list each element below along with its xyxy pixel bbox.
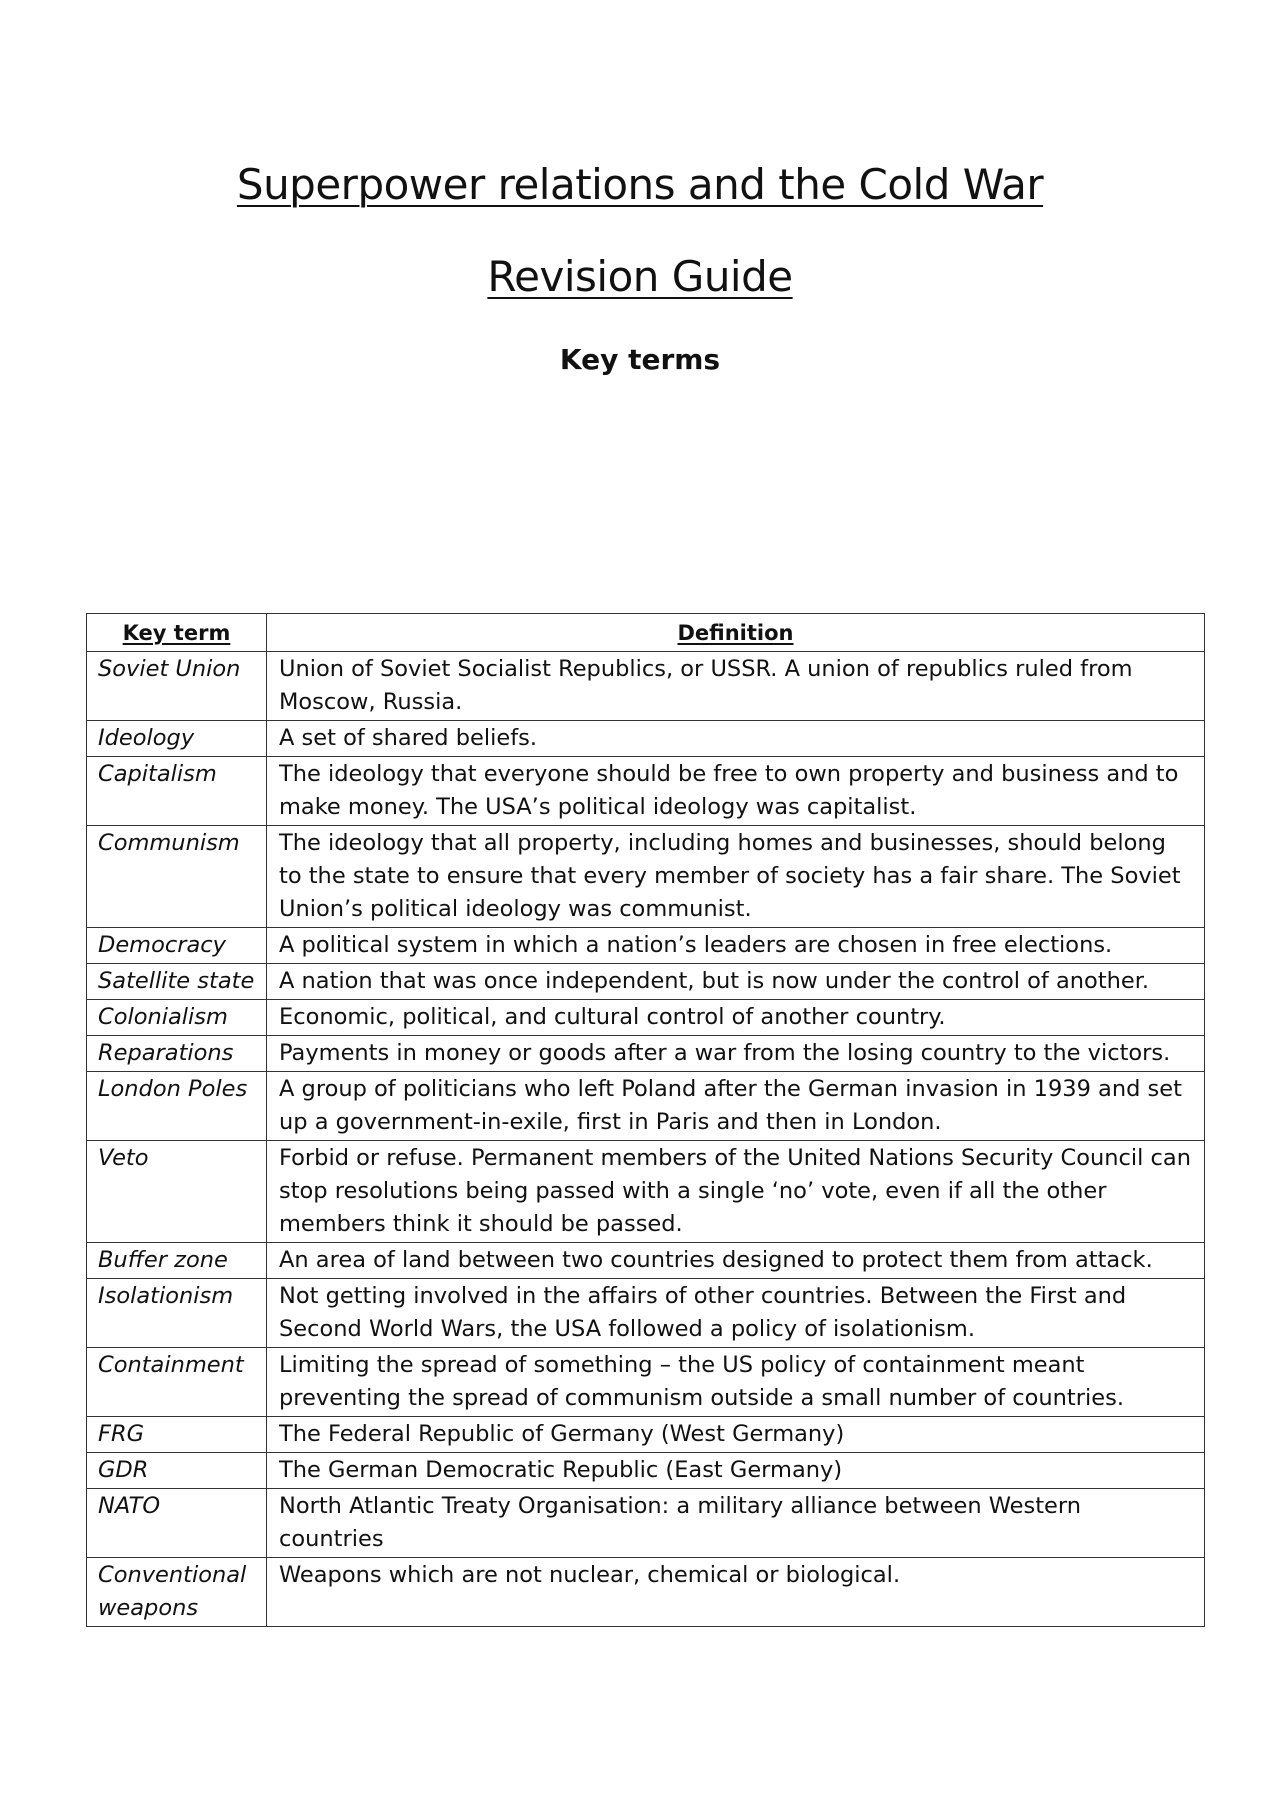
definition-cell: A nation that was once independent, but is now under the control of another. xyxy=(267,964,1205,1000)
definition-cell: The German Democratic Republic (East Germany) xyxy=(267,1453,1205,1489)
section-heading-key-terms: Key terms xyxy=(559,343,721,376)
definition-cell: Union of Soviet Socialist Republics, or USSR. A union of republics ruled from Moscow, Russia. xyxy=(267,652,1205,721)
table-row xyxy=(87,1417,1205,1453)
key-term-cell: Soviet Union xyxy=(87,652,267,721)
column-header-key-term: Key term xyxy=(87,614,267,652)
key-term-cell: Conventional weapons xyxy=(87,1558,267,1627)
table-row xyxy=(87,1000,1205,1036)
definition-cell: The ideology that all property, including homes and businesses, should belong to the state to ensure that every member of society has a fair share. The Soviet Union’s political ideology was communist. xyxy=(267,826,1205,928)
table-row xyxy=(87,1453,1205,1489)
definition-cell: Forbid or refuse. Permanent members of the United Nations Security Council can stop resolutions being passed with a single ‘no’ vote, even if all the other members think it should be passed. xyxy=(267,1141,1205,1243)
key-term-cell: London Poles xyxy=(87,1072,267,1141)
definition-cell: Limiting the spread of something – the US policy of containment meant preventing the spread of communism outside a small number of countries. xyxy=(267,1348,1205,1417)
definition-cell: Economic, political, and cultural control of another country. xyxy=(267,1000,1205,1036)
table-header-row xyxy=(87,614,1205,652)
key-term-cell: Communism xyxy=(87,826,267,928)
document-title: Superpower relations and the Cold War xyxy=(236,160,1044,209)
definition-cell: An area of land between two countries designed to protect them from attack. xyxy=(267,1243,1205,1279)
key-term-cell: Colonialism xyxy=(87,1000,267,1036)
table-row xyxy=(87,964,1205,1000)
key-term-cell: Veto xyxy=(87,1141,267,1243)
definition-cell: Payments in money or goods after a war from the losing country to the victors. xyxy=(267,1036,1205,1072)
definition-cell: The Federal Republic of Germany (West Germany) xyxy=(267,1417,1205,1453)
definition-cell: A set of shared beliefs. xyxy=(267,721,1205,757)
definition-cell: North Atlantic Treaty Organisation: a military alliance between Western countries xyxy=(267,1489,1205,1558)
key-term-cell: Capitalism xyxy=(87,757,267,826)
key-term-cell: Satellite state xyxy=(87,964,267,1000)
key-term-cell: GDR xyxy=(87,1453,267,1489)
key-term-cell: NATO xyxy=(87,1489,267,1558)
key-terms-table-body xyxy=(87,652,1205,1627)
table-row xyxy=(87,826,1205,928)
table-row xyxy=(87,928,1205,964)
table-row xyxy=(87,1279,1205,1348)
table-row xyxy=(87,721,1205,757)
column-header-definition: Definition xyxy=(267,614,1205,652)
definition-cell: A political system in which a nation’s leaders are chosen in free elections. xyxy=(267,928,1205,964)
document-subtitle-revision-guide: Revision Guide xyxy=(487,252,793,301)
key-term-cell: Democracy xyxy=(87,928,267,964)
definition-cell: The ideology that everyone should be free to own property and business and to make money. The USA’s political ideology was capitalist. xyxy=(267,757,1205,826)
key-term-cell: Isolationism xyxy=(87,1279,267,1348)
table-row xyxy=(87,1348,1205,1417)
definition-cell: A group of politicians who left Poland after the German invasion in 1939 and set up a government-in-exile, first in Paris and then in London. xyxy=(267,1072,1205,1141)
key-term-cell: Buffer zone xyxy=(87,1243,267,1279)
table-row xyxy=(87,652,1205,721)
key-term-cell: FRG xyxy=(87,1417,267,1453)
table-row xyxy=(87,1072,1205,1141)
key-term-cell: Reparations xyxy=(87,1036,267,1072)
definition-cell: Not getting involved in the affairs of other countries. Between the First and Second World Wars, the USA followed a policy of isolationism. xyxy=(267,1279,1205,1348)
table-row xyxy=(87,1489,1205,1558)
table-row xyxy=(87,1558,1205,1627)
key-terms-table xyxy=(86,613,1205,1627)
key-term-cell: Ideology xyxy=(87,721,267,757)
key-term-cell: Containment xyxy=(87,1348,267,1417)
table-row xyxy=(87,1036,1205,1072)
table-row xyxy=(87,757,1205,826)
table-row xyxy=(87,1243,1205,1279)
definition-cell: Weapons which are not nuclear, chemical or biological. xyxy=(267,1558,1205,1627)
table-row xyxy=(87,1141,1205,1243)
